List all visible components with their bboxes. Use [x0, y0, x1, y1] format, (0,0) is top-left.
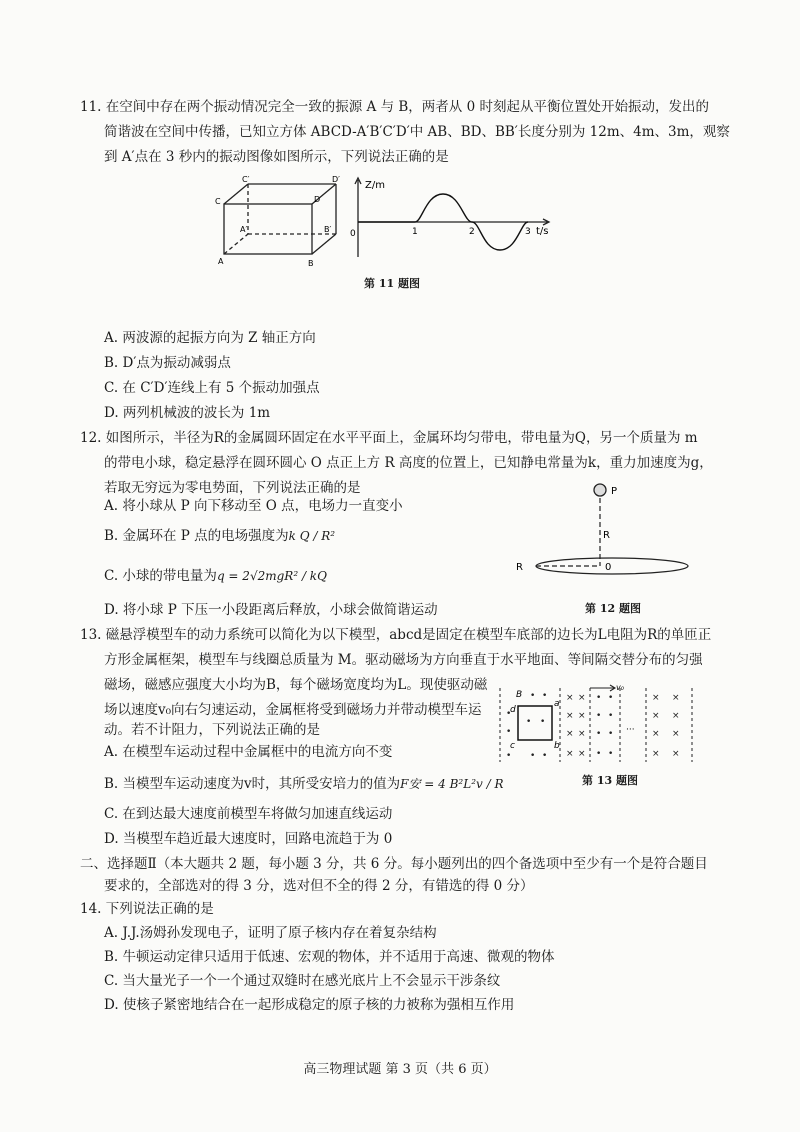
label-b: B	[516, 690, 523, 700]
cube-label-c: C	[215, 197, 221, 206]
q12-caption: 第 12 题图	[585, 602, 641, 615]
q13-option-c: C. 在到达最大速度前模型车将做匀加速直线运动	[104, 806, 393, 822]
q13-option-d: D. 当模型车趋近最大速度时，回路电流趋于为 0	[104, 831, 393, 847]
q11-stem-line-3: 到 A′点在 3 秒内的振动图像如图所示，下列说法正确的是	[104, 149, 449, 165]
section2-line-2: 要求的，全部选对的得 3 分，选对但不全的得 2 分，有错选的得 0 分）	[104, 878, 534, 894]
svg-text:×: ×	[578, 711, 586, 721]
q13-stem-line-2: 方形金属框架，模型车与线圈总质量为 M。驱动磁场为方向垂直于水平地面、等间隔交替分布的匀强	[104, 652, 703, 668]
svg-text:•: •	[530, 751, 536, 761]
q11-option-c: C. 在 C′D′连线上有 5 个振动加强点	[104, 380, 320, 396]
tick-3: 3	[525, 227, 531, 237]
field-markers	[506, 691, 680, 761]
q12-option-b	[104, 524, 335, 544]
label-o: 0	[605, 562, 612, 573]
svg-text:×: ×	[566, 729, 574, 739]
svg-text:•: •	[608, 749, 614, 759]
svg-text:×: ×	[566, 749, 574, 759]
svg-text:×: ×	[672, 749, 680, 759]
q11-option-b: B. D′点为振动减弱点	[104, 355, 231, 371]
q12-option-b-formula: k Q / R²	[288, 529, 336, 543]
svg-text:×: ×	[578, 749, 586, 759]
q13-stem-line-3: 磁场，磁感应强度大小均为B，每个磁场宽度均为L。现使驱动磁	[104, 677, 488, 693]
svg-text:•: •	[540, 717, 546, 727]
q13-stem-line-4: 场以速度v₀向右匀速运动，金属框将受到磁场力并带动模型车运	[104, 702, 482, 718]
q13-option-b-text: B. 当模型车运动速度为v时，其所受安培力的值为	[104, 776, 401, 792]
origin-label: 0	[350, 229, 356, 239]
svg-text:•: •	[596, 711, 602, 721]
label-p: P	[611, 486, 618, 497]
q12-stem-line-3: 若取无穷远为零电势面，下列说法正确的是	[104, 480, 361, 496]
svg-text:×: ×	[652, 693, 660, 703]
q13-option-b-formula: F安 = 4 B²L²v / R	[400, 777, 504, 791]
q12-stem-line-2: 的带电小球，稳定悬浮在圆环圆心 O 点正上方 R 高度的位置上，已知静电常量为k，重力加速度为g，	[104, 455, 713, 471]
cube-label-b: B	[308, 259, 314, 268]
tick-2: 2	[469, 227, 475, 237]
svg-text:•: •	[596, 749, 602, 759]
label-c: c	[510, 741, 515, 751]
svg-text:×: ×	[652, 711, 660, 721]
metal-ring	[536, 558, 688, 574]
svg-text:•: •	[526, 717, 532, 727]
charged-ball	[594, 484, 606, 496]
tick-1: 1	[412, 227, 418, 237]
q12-figure	[512, 478, 692, 588]
cube-label-d-prime: D′	[332, 175, 340, 184]
q13-option-a: A. 在模型车运动过程中金属框中的电流方向不变	[104, 744, 393, 760]
svg-text:•: •	[506, 751, 512, 761]
q14-stem: 14. 下列说法正确的是	[80, 901, 214, 917]
cube-label-a-prime: A′	[240, 225, 248, 234]
q14-option-d: D. 使核子紧密地结合在一起形成稳定的原子核的力被称为强相互作用	[104, 997, 515, 1013]
svg-text:•: •	[530, 691, 536, 701]
q11-stem-line-2: 简谐波在空间中传播，已知立方体 ABCD-A′B′C′D′中 AB、BD、BB′长度分别为 12m、4m、3m，观察	[104, 124, 730, 140]
q14-option-c: C. 当大量光子一个一个通过双缝时在感光底片上不会显示干涉条纹	[104, 973, 501, 989]
q12-option-a: A. 将小球从 P 向下移动至 O 点，电场力一直变小	[104, 498, 403, 514]
svg-text:×: ×	[578, 729, 586, 739]
label-a: a	[554, 699, 560, 709]
q13-stem-line-1: 13. 磁悬浮模型车的动力系统可以简化为以下模型，abcd是固定在模型车底部的边长为L电阻为R的单匝正	[80, 627, 712, 643]
svg-text:•: •	[608, 711, 614, 721]
q11-figure	[210, 172, 570, 272]
svg-text:•: •	[596, 729, 602, 739]
svg-text:×: ×	[566, 693, 574, 703]
svg-text:×: ×	[672, 693, 680, 703]
page-footer: 高三物理试题 第 3 页（共 6 页）	[303, 1062, 497, 1077]
q14-option-b: B. 牛顿运动定律只适用于低速、宏观的物体，并不适用于高速、微观的物体	[104, 949, 555, 965]
label-d: d	[510, 705, 516, 715]
cube-label-b-prime: B′	[324, 225, 332, 234]
cube-label-a: A	[218, 257, 224, 266]
label-r-radius: R	[516, 562, 523, 573]
svg-text:×: ×	[672, 711, 680, 721]
label-v0: v₀	[616, 684, 624, 692]
svg-text:×: ×	[672, 729, 680, 739]
cube-label-d: D	[314, 195, 321, 204]
svg-text:×: ×	[566, 711, 574, 721]
svg-text:•: •	[608, 729, 614, 739]
q13-stem-line-5: 动。若不计阻力，下列说法正确的是	[104, 722, 320, 738]
x-axis-label: t/s	[536, 226, 549, 237]
q12-option-b-text: B. 金属环在 P 点的电场强度为	[104, 528, 289, 544]
svg-text:×: ×	[652, 729, 660, 739]
q13-caption: 第 13 题图	[582, 774, 638, 787]
q12-option-c-formula: q = 2√2mgR² / kQ	[216, 569, 327, 583]
svg-text:•: •	[506, 709, 512, 719]
q11-caption: 第 11 题图	[364, 277, 420, 290]
svg-text:×: ×	[578, 693, 586, 703]
svg-text:•: •	[596, 693, 602, 703]
svg-text:×: ×	[652, 749, 660, 759]
q11-option-a: A. 两波源的起振方向为 Z 轴正方向	[104, 330, 316, 346]
svg-text:•: •	[506, 727, 512, 737]
svg-text:•: •	[542, 751, 548, 761]
y-axis-label: Z/m	[365, 180, 385, 191]
q12-stem-line-1: 12. 如图所示，半径为R的金属圆环固定在水平平面上，金属环均匀带电，带电量为Q，另一个质量为 m	[80, 430, 698, 446]
q13-figure	[496, 684, 696, 766]
q12-option-d: D. 将小球 P 下压一小段距离后释放，小球会做简谐运动	[104, 602, 438, 618]
q11-option-d: D. 两列机械波的波长为 1m	[104, 405, 271, 421]
section2-line-1: 二、选择题Ⅱ（本大题共 2 题，每小题 3 分，共 6 分。每小题列出的四个备选项中至少有一个是符合题目	[80, 856, 708, 872]
label-r-vertical: R	[603, 530, 610, 541]
q14-option-a: A. J.J.汤姆孙发现电子，证明了原子核内存在着复杂结构	[104, 925, 437, 941]
q12-option-c	[104, 564, 327, 584]
svg-text:•: •	[542, 691, 548, 701]
q13-option-b	[104, 772, 504, 792]
label-b-corner: b	[554, 741, 560, 751]
q12-option-c-text: C. 小球的带电量为	[104, 568, 217, 584]
metal-frame	[518, 706, 552, 740]
ellipsis: ···	[626, 725, 635, 735]
svg-text:•: •	[608, 693, 614, 703]
cube-label-c-prime: C′	[242, 175, 250, 184]
q11-stem-line-1: 11. 在空间中存在两个振动情况完全一致的振源 A 与 B，两者从 0 时刻起从平衡位置处开始振动，发出的	[80, 99, 709, 115]
